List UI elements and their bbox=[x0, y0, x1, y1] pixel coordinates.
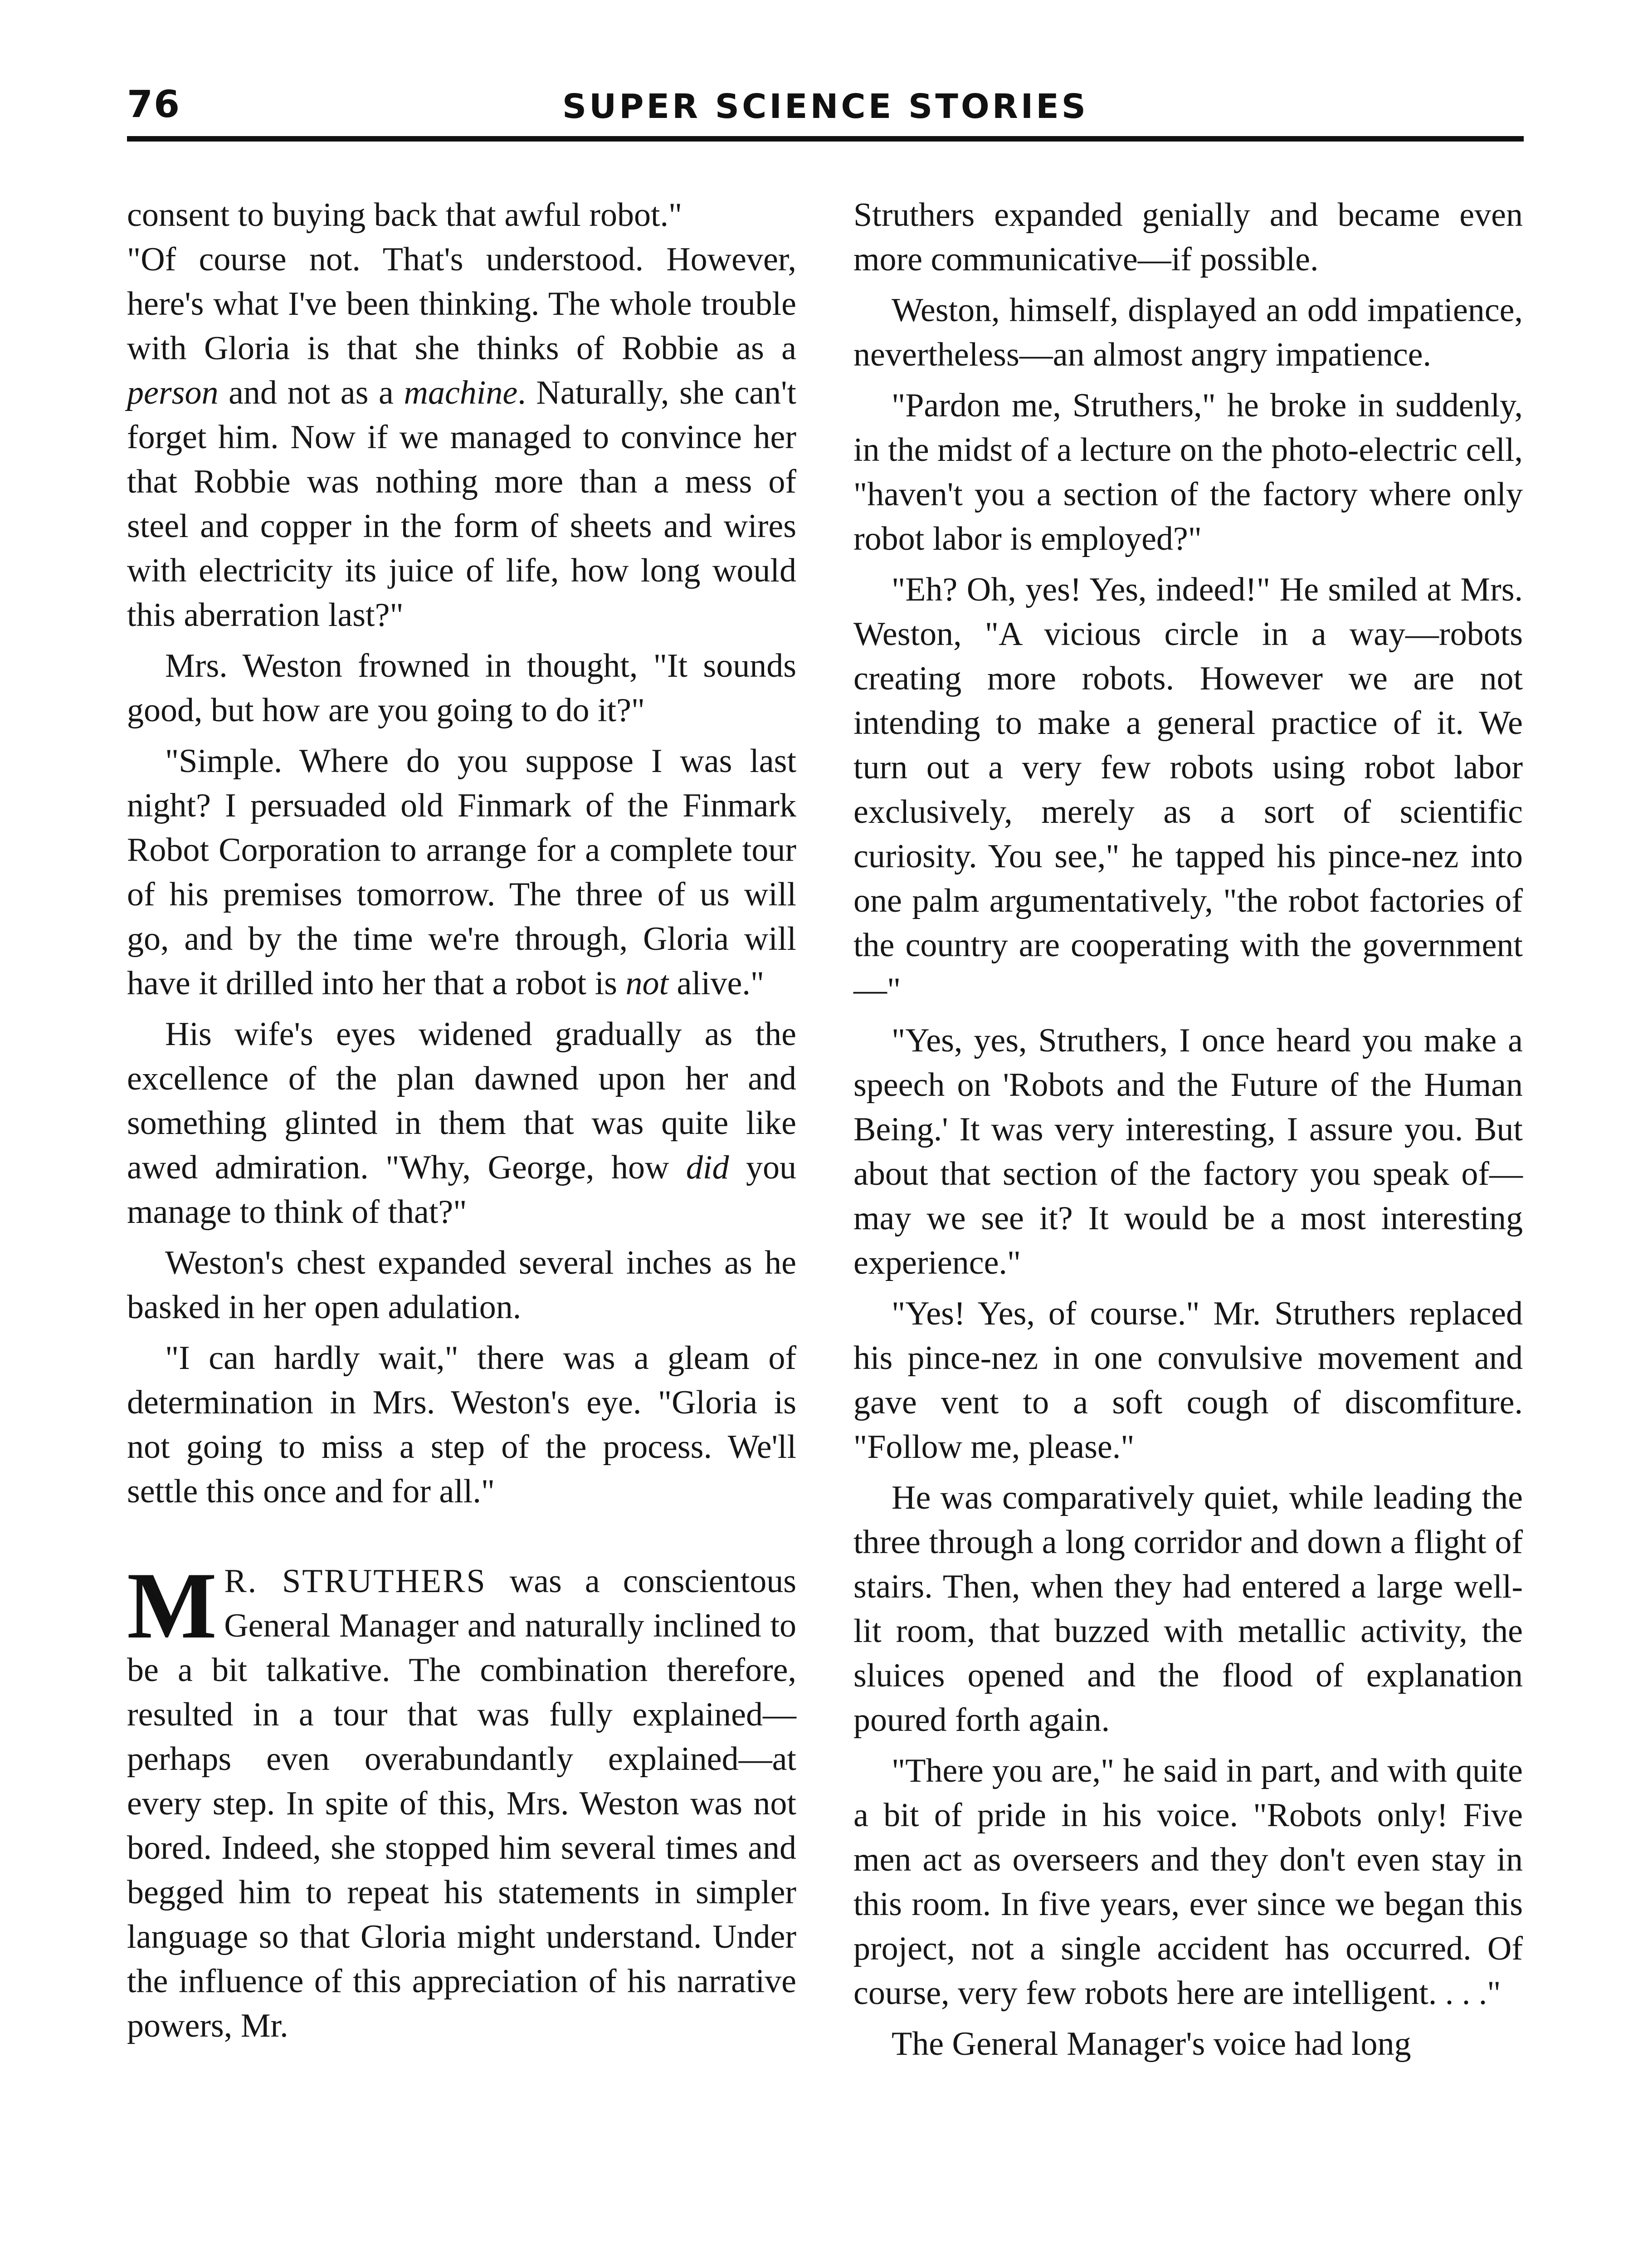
paragraph-text: you manage to think of that?" bbox=[127, 1149, 797, 1231]
paragraph: "Yes! Yes, of course." Mr. Struthers replaced his pince-nez in one convulsive movement and gave vent to a soft cough of discomfiture. "Follow me, please." bbox=[853, 1295, 1523, 1466]
paragraph: Mrs. Weston frowned in thought, "It sounds good, but how are you going to do it?" bbox=[127, 647, 796, 729]
paragraph-text: "Of course not. That's understood. However, here's what I've been thinking. The whole trouble with Gloria is that she thinks of Robbie as a bbox=[127, 241, 796, 367]
drop-cap: M bbox=[127, 1553, 217, 1658]
right-column bbox=[853, 193, 1523, 2066]
paragraph: "Yes, yes, Struthers, I once heard you make a speech on 'Robots and the Future of the Human Being.' It was very interesting, I assure you. But about that section of the factory you speak of—may we see it? It would be a most interesting experience." bbox=[853, 1022, 1523, 1281]
paragraph: "There you are," he said in part, and with quite a bit of pride in his voice. "Robots only! Five men act as overseers and they don't even stay in this room. In five years, ever since we began this project, not a single accident has occurred. Of course, very few robots here are intelligent. . . ." bbox=[853, 1752, 1523, 2012]
section-opening-paragraph bbox=[127, 1553, 796, 2048]
emphasis-text: not bbox=[625, 965, 669, 1002]
paragraph: "Eh? Oh, yes! Yes, indeed!" He smiled at Mrs. Weston, "A vicious circle in a way—robots creating more robots. However we are not intending to make a general practice of it. We turn out a very few robots using robot labor exclusively, merely as a sort of scientific curiosity. You see," he tapped his pince-nez into one palm argumentatively, "the robot factories of the country are cooperating with the government—" bbox=[853, 571, 1523, 1008]
page-number: 76 bbox=[127, 83, 181, 126]
header-rule bbox=[127, 136, 1524, 142]
paragraph bbox=[127, 237, 796, 637]
paragraph-text: . Naturally, she can't forget him. Now if we managed to convince her that Robbie was nothing more than a mess of steel and copper in the form of sheets and wires with electricity its juice of life, how long would this aberration last?" bbox=[127, 374, 796, 634]
paragraph: He was comparatively quiet, while leading the three through a long corridor and down a flight of stairs. Then, when they had entered a large well-lit room, that buzzed with metallic activity, the sluices opened and the flood of explanation poured forth again. bbox=[853, 1479, 1523, 1739]
paragraph: "I can hardly wait," there was a gleam of determination in Mrs. Weston's eye. "Gloria is not going to miss a step of the process. We'll settle this once and for all." bbox=[127, 1339, 796, 1510]
running-title: SUPER SCIENCE STORIES bbox=[562, 87, 1089, 126]
paragraph-text: was a conscientous General Manager and naturally inclined to be a bit talkative. The combination therefore, resulted in a tour that was fully explained—perhaps even overabundantly explained—at every step. In spite of this, Mrs. Weston was not bored. Indeed, she stopped him several times and begged him to repeat his statements in simpler language so that Gloria might understand. Under the influence of this appreciation of his narrative powers, Mr. bbox=[127, 1563, 796, 2044]
paragraph-text: alive." bbox=[668, 965, 765, 1002]
paragraph-text: His wife's eyes widened gradually as the excellence of the plan dawned upon her and something glinted in them that was quite like awed admiration. "Why, George, how bbox=[127, 1016, 796, 1186]
emphasis-text: machine bbox=[404, 374, 518, 411]
paragraph: The General Manager's voice had long bbox=[892, 2025, 1411, 2063]
emphasis-text: person bbox=[127, 374, 219, 411]
paragraph: Weston, himself, displayed an odd impatience, nevertheless—an almost angry impatience. bbox=[853, 292, 1523, 373]
left-column bbox=[127, 193, 796, 2048]
paragraph-text: and not as a bbox=[218, 374, 404, 411]
emphasis-text: did bbox=[686, 1149, 729, 1186]
paragraph: Weston's chest expanded several inches as he basked in her open adulation. bbox=[127, 1244, 796, 1326]
paragraph bbox=[127, 1012, 796, 1234]
paragraph bbox=[127, 739, 796, 1006]
small-caps-lead: R. STRUTHERS bbox=[224, 1563, 487, 1600]
paragraph-text: "Simple. Where do you suppose I was last night? I persuaded old Finmark of the Finmark Robot Corporation to arrange for a complete tour of his premises tomorrow. The three of us will go, and by the time we're through, Gloria will have it drilled into her that a robot is bbox=[127, 743, 796, 1002]
paragraph: "Pardon me, Struthers," he broke in suddenly, in the midst of a lecture on the photo-electric cell, "haven't you a section of the factory where only robot labor is employed?" bbox=[853, 387, 1523, 557]
paragraph: consent to buying back that awful robot." bbox=[127, 196, 682, 234]
paragraph: Struthers expanded genially and became even more communicative—if possible. bbox=[853, 196, 1523, 278]
